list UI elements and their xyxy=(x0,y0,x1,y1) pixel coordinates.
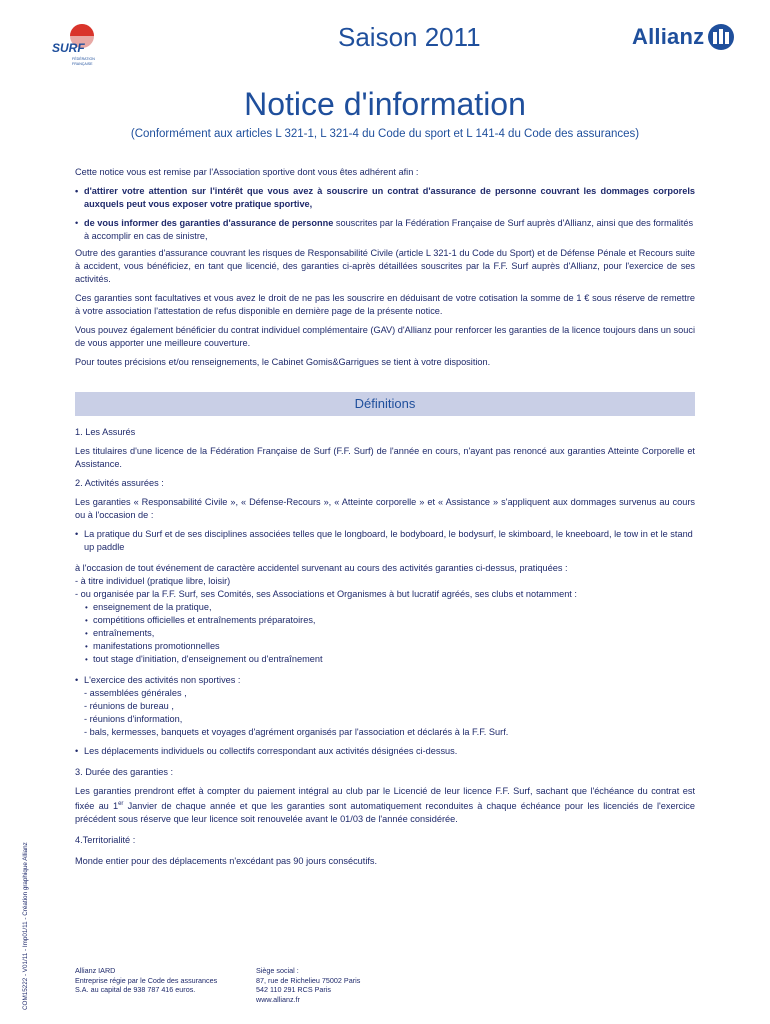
ffs-logo xyxy=(48,22,100,70)
footer-line: Siège social : xyxy=(256,966,299,975)
season-label: Saison 2011 xyxy=(338,22,481,52)
activity-bullet: • La pratique du Surf et de ses disciplines associées telles que le longboard, le bodyboard, le bodysurf, le skimboard, le kneeboard, le tow in et le stand up paddle xyxy=(75,528,695,554)
intro-text: Cette notice vous est remise par l'Association sportive dont vous êtes adhérent afin : xyxy=(75,167,419,177)
section-text: Monde entier pour des déplacements n'excédant pas 90 jours consécutifs. xyxy=(75,856,378,867)
intro-bullet: • d'attirer votre attention sur l'intérêt que vous avez à souscrire un contrat d'assurance de personne couvrant les dommages corporels auxquels peut vous exposer votre pratique sportive, xyxy=(75,185,695,211)
footer-address xyxy=(256,966,360,1004)
print-reference-text: COM15222 - V01/11 - Imp01/11 - Création graphique Allianz xyxy=(22,842,29,1010)
footer-line: Entreprise régie par le Code des assurances xyxy=(75,975,218,985)
section-text xyxy=(75,785,695,826)
intro-paragraph: Outre des garanties d'assurance couvrant les risques de Responsabilité Civile (article L 321-1 du Code du Sport) et de Défense Pénale et Recours suite à accident, vous bénéficiez, en tant que licencié, des garanties ci-après détaillées souscrites par la F.F. Surf auprès d'Allianz, pour l'exercice de ses activités. xyxy=(75,248,695,284)
duration-text-a: Les garanties prendront effet à compter du paiement intégral au club par le Licencié de leur licence F.F. Surf, sachant que l'échéance du contrat est fixée au 1 xyxy=(75,786,695,812)
definitions-section xyxy=(75,426,695,868)
list-item: - réunions d'information, xyxy=(84,714,183,724)
footer-line: 542 110 291 RCS Paris xyxy=(256,985,331,994)
intro-section xyxy=(75,166,695,369)
list-item: - assemblées générales , xyxy=(84,688,187,698)
duration-sup: er xyxy=(118,801,124,807)
svg-text:FÉDÉRATION: FÉDÉRATION xyxy=(72,57,95,61)
section-text: - ou organisée par la F.F. Surf, ses Comités, ses Associations et Organismes à but lucratif agréés, ses clubs et notamment : xyxy=(75,589,577,599)
intro-bullet xyxy=(75,217,695,243)
intro-paragraph: Pour toutes précisions et/ou renseignements, le Cabinet Gomis&Garrigues se tient à votre disposition. xyxy=(75,357,491,367)
section-text: Les garanties « Responsabilité Civile », « Défense-Recours », « Atteinte corporelle » et « Assistance » s'appliquent aux dommages survenus au cours ou à l'occasion de : xyxy=(75,497,695,520)
intro-paragraph: Ces garanties sont facultatives et vous avez le droit de ne pas les souscrire en déduisant de votre cotisation la somme de 1 € sous réserve de remettre à votre association l'attestation de refus disponible en dernière page de la présente notice. xyxy=(75,293,695,316)
logo-word: SURF xyxy=(52,41,85,55)
footer-line: 87, rue de Richelieu 75002 Paris xyxy=(256,975,361,985)
intro-bullet-rest: souscrites par la Fédération Française de Surf auprès d'Allianz, ainsi que des formalités à accomplir en cas de sinistre, xyxy=(84,218,694,241)
section-text: - à titre individuel (pratique libre, loisir) xyxy=(75,576,231,586)
list-item: • manifestations promotionnelles xyxy=(75,640,695,653)
duration-text-b: Janvier de chaque année et que les garanties sont automatiquement reconduites à chaque échéance pour les licenciés de l'exercice précédent sous réserve que leur licence soit renouvelée avant le 01/03 de l'année considérée. xyxy=(75,801,696,825)
svg-text:FRANÇAISE: FRANÇAISE xyxy=(72,62,93,66)
print-reference xyxy=(22,830,34,1010)
footer-line: S.A. au capital de 938 787 416 euros. xyxy=(75,985,196,994)
section-heading: 4.Territorialité : xyxy=(75,835,136,846)
section-text: Les titulaires d'une licence de la Fédération Française de Surf (F.F. Surf) de l'année en cours, n'ayant pas renoncé aux garanties Atteinte Corporelle et Assistance. xyxy=(75,446,695,469)
definitions-heading: Définitions xyxy=(75,392,695,416)
activity-bullet: • Les déplacements individuels ou collectifs correspondant aux activités désignées ci-dessus. xyxy=(75,745,695,758)
section-heading: 2. Activités assurées : xyxy=(75,478,164,488)
allianz-eagle-icon xyxy=(708,24,734,50)
list-item: - bals, kermesses, banquets et voyages d'agrément organisés par l'association et déclarés à la F.F. Surf. xyxy=(84,727,509,737)
allianz-logo xyxy=(632,22,734,52)
page-subtitle: (Conformément aux articles L 321-1, L 321-4 du Code du sport et L 141-4 du Code des assurances) xyxy=(130,128,640,140)
footer-line: Allianz IARD xyxy=(75,966,116,975)
list-item: - réunions de bureau , xyxy=(84,701,174,711)
intro-paragraph: Vous pouvez également bénéficier du contrat individuel complémentaire (GAV) d'Allianz pour renforcer les garanties de la licence toujours dans un souci de vous apporter une meilleure couverture. xyxy=(75,325,695,348)
page-title: Notice d'information xyxy=(244,86,526,122)
section-text: à l'occasion de tout événement de caractère accidentel survenant au cours des activités garanties ci-dessus, pratiquées : xyxy=(75,563,568,573)
list-item: • entraînements, xyxy=(75,627,695,640)
brand-name: Allianz xyxy=(632,24,705,49)
footer-website-link[interactable]: www.allianz.fr xyxy=(256,994,300,1004)
footer-company xyxy=(75,966,217,995)
list-item: • tout stage d'initiation, d'enseignement ou d'entraînement xyxy=(75,653,695,666)
section-heading: 3. Durée des garanties : xyxy=(75,767,174,777)
activity-bullet: • L'exercice des activités non sportives : xyxy=(75,674,695,687)
intro-bullet-bold: de vous informer des garanties d'assurance de personne xyxy=(84,218,334,228)
section-heading: 1. Les Assurés xyxy=(75,427,136,437)
list-item: • compétitions officielles et entraînements préparatoires, xyxy=(75,614,695,627)
list-item: • enseignement de la pratique, xyxy=(75,601,695,614)
